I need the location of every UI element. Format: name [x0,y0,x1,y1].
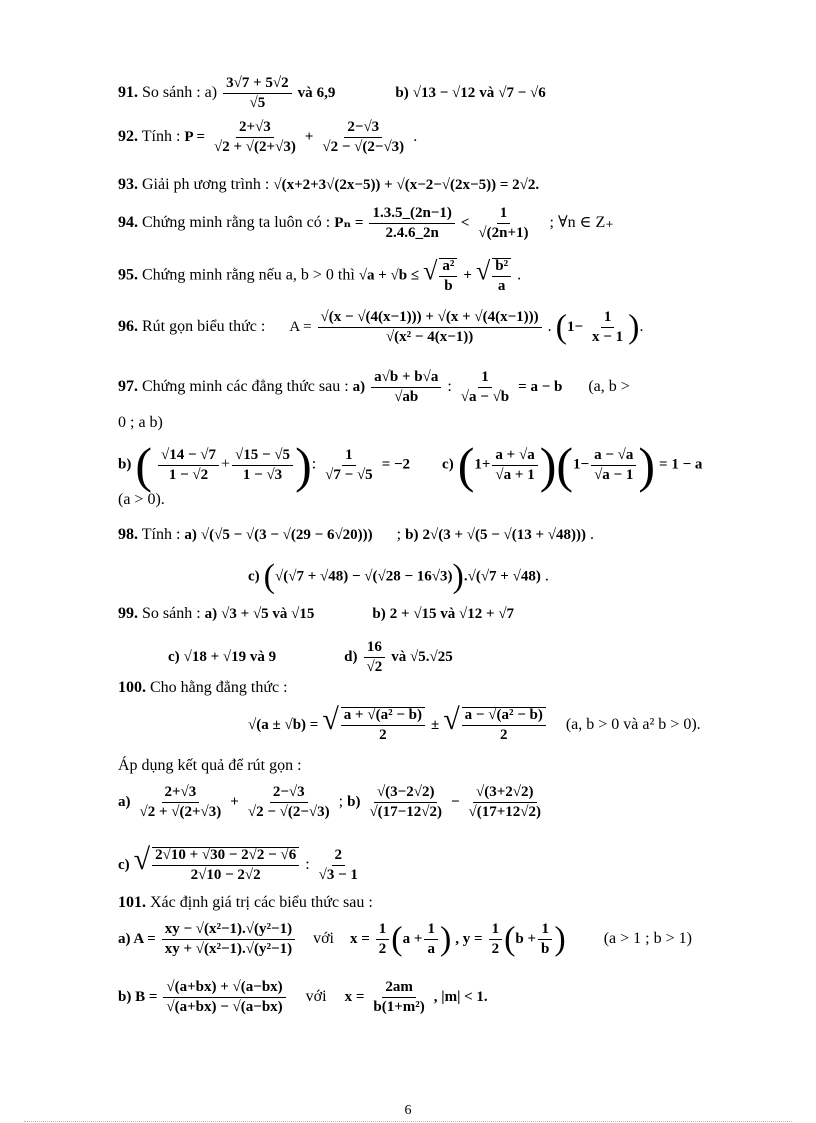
numerator: 16 [364,640,385,658]
part-label: a) [204,84,218,102]
condition: (a, b > 0 và a² b > 0). [565,716,701,733]
denominator: √a − 1 [594,466,634,483]
problem-101-a: a) A = $\frac{\text{xy − √(x²−1).√(y²−1)}}{\text{xy + √(x²−1).√(y²−1)}}$ với x = $\frac{1}{2}$ (a + $\frac{1}{a}$ ) , y = $\frac{1}{2}$ (b + $\frac{1}{b}$ ) (a > 1 ; b > 1) [118,920,692,958]
operator: : [447,378,452,396]
fraction [369,206,454,241]
numerator: a − √a [591,448,636,466]
fraction [163,980,285,1015]
math-expression: , y = [455,931,483,948]
condition: 0 ; a b) [118,414,163,431]
problem-97-bc: b) ( $\frac{√14 - √7}{1 - √2}$ + $\frac{√15 - √5}{1 - √3}$ ): $\frac{1}{√7 - √5}$ = −2 c) (1+ $\frac{a + √a}{√a + 1}$ )(1− $\frac{a - √a}{√a - 1}$ ) = 1 − a [118,437,703,493]
math-expression: = −2 [381,456,411,473]
problem-94 [118,206,614,241]
fraction [489,922,503,957]
fraction [322,448,376,483]
fraction [538,922,552,957]
problem-100-ab [118,785,546,820]
problem-97-cont [118,415,163,431]
problem-number: 91. [118,84,138,102]
fraction [316,848,361,883]
denominator: x − 1 [592,329,624,345]
numerator: 2am [382,980,416,998]
part-label: b) [405,527,419,543]
numerator: 2+√3 [236,120,274,138]
denominator: √ab [394,389,419,405]
problem-99-cd [168,640,453,675]
condition: (a > 1 ; b > 1) [603,930,692,948]
fraction [223,76,292,111]
part-label: b) [395,85,409,102]
math-expression: P = [184,129,206,146]
math-expression: = a − b [518,379,563,396]
part-label: a) [352,379,366,396]
part-label: b) B = [118,989,158,1006]
punctuation: . [517,266,522,284]
math-expression: √18 + √19 và 9 [183,649,277,666]
problem-text: Tính : [141,128,181,146]
numerator: √15 − √5 [232,448,293,466]
problem-92 [118,120,417,155]
fraction [319,120,407,155]
operator: < [460,215,470,232]
instruction: Áp dụng kết quả để rút gọn : [118,757,302,774]
denominator: b [541,941,550,957]
part-label: a) [184,527,197,543]
operator: + [230,794,239,811]
numerator: 2−√3 [344,120,382,138]
denominator: √5 [249,95,266,111]
numerator: 1 [497,206,511,224]
problem-text: Cho hằng đẳng thức : [150,679,288,696]
problem-98c: c) (√(√7 + √48) − √(√28 − 16√3)).√(√7 + √48) . [248,558,549,595]
denominator: a [427,941,435,957]
part-label: c) [118,857,130,873]
fraction [462,707,546,743]
denominator: √a + 1 [495,466,535,483]
conjunction: và [297,85,313,102]
numerator: √(a+bx) + √(a−bx) [163,980,285,998]
conjunction: với [313,930,334,948]
separator: ; [338,793,344,811]
fraction [341,707,425,743]
problem-98 [118,527,594,543]
fraction [458,370,512,405]
denominator: xy + √(x²−1).√(y²−1) [164,941,293,957]
problem-97-cond [118,492,165,508]
fraction [492,448,537,483]
denominator: √2 + √(2+√3) [214,139,296,155]
part-label: a) [204,606,218,622]
numerator: 2 [332,848,346,866]
operator: : [305,856,310,873]
problem-text: Giải ph ương trình : [142,176,270,193]
fraction [424,922,438,957]
part-label: a) [118,794,131,811]
footer-divider [24,1121,792,1122]
numerator: 1 [342,448,356,466]
problem-number: 95. [118,266,138,284]
numerator: 2√10 + √30 − 2√2 − √6 [152,848,299,866]
condition: (a > 0). [118,491,165,508]
problem-text: Chứng minh rằng nếu a, b > 0 thì [142,266,355,284]
numerator: a√b + b√a [371,370,441,388]
numerator: a² [439,259,457,277]
fraction [211,120,299,155]
math-expression: √(√7 + √48) − √(√28 − 16√3) [274,568,453,585]
condition: (a, b > [588,378,630,396]
value: 6,9 [316,85,336,102]
problem-number: 99. [118,605,138,622]
denominator: √(a+bx) − √(a−bx) [166,999,283,1015]
condition: ; ∀n ∈ Z₊ [549,214,614,232]
math-expression: = 1 − a [659,456,703,473]
math-expression: √(√5 − √(3 − √(29 − 6√20))) [200,527,373,543]
part-label: a) A = [118,931,156,948]
numerator: xy − √(x²−1).√(y²−1) [162,922,295,940]
math-expression: và √5.√25 [391,649,453,666]
fraction [137,785,225,820]
numerator: b² [492,259,511,277]
math-expression: 2 + √15 và √12 + √7 [389,606,515,622]
conjunction: với [305,988,327,1006]
math-expression: 2√(3 + √(5 − √(13 + √48))) [422,527,587,543]
denominator: √2 + √(2+√3) [139,804,222,820]
problem-text: Rút gọn biểu thức : [142,318,266,336]
denominator: √2 − √(2−√3) [247,804,330,820]
denominator: √a − √b [460,389,510,405]
math-expression: √(x+2+3√(2x−5)) + √(x−2−√(2x−5)) = 2√2. [273,177,540,193]
problem-91 [118,76,546,111]
problem-number: 97. [118,378,138,396]
numerator: 1 [376,922,390,940]
operator: . [547,318,552,336]
fraction [371,370,441,405]
problem-number: 92. [118,128,138,146]
problem-number: 96. [118,318,138,336]
math-expression: 1− [566,319,584,336]
punctuation: . [590,526,595,543]
problem-100 [118,680,288,696]
operator: + [304,129,314,146]
math-expression: x = [344,989,365,1006]
fraction [366,785,445,820]
denominator: a [497,278,506,294]
denominator: √3 − 1 [318,866,358,883]
math-expression: √13 − √12 [412,85,476,102]
problem-text: Chứng minh rằng ta luôn có : [142,214,331,232]
math-expression: a + [402,931,423,948]
denominator: √2 − √(2−√3) [322,139,405,155]
separator: ; [396,526,402,543]
math-expression: √3 + √5 và √15 [221,606,315,622]
part-label: b) [118,456,132,473]
numerator: √(3+2√2) [473,785,537,803]
problem-101-b [118,980,488,1015]
denominator: 2√10 − 2√2 [190,867,261,884]
numerator: √(3−2√2) [374,785,438,803]
numerator: a + √a [492,448,537,466]
numerator: 1 [538,922,552,940]
fraction [232,448,293,483]
part-label: c) [168,649,180,666]
fraction [492,258,511,294]
math-expression: x = [349,931,370,948]
denominator: √(17−12√2) [369,804,442,820]
denominator: √(x² − 4(x−1)) [385,329,474,345]
part-label: d) [344,649,358,666]
denominator: √7 − √5 [325,466,373,483]
math-expression: √7 − √6 [498,85,546,102]
denominator: b [444,278,453,294]
fraction [591,448,636,483]
numerator: √(x − √(4(x−1))) + √(x + √(4(x−1))) [318,310,542,328]
numerator: 2−√3 [270,785,308,803]
fraction [439,258,457,294]
numerator: 3√7 + 5√2 [223,76,292,94]
fraction [245,785,333,820]
numerator: a + √(a² − b) [341,708,425,726]
denominator: √(17+12√2) [468,804,542,820]
numerator: √14 − √7 [158,448,219,466]
math-expression: b + [515,931,537,948]
problem-100-c: c) √ $\frac{2√10 + √30 - 2√2 - √6}{2√10 - 2√2}$ : $\frac{2}{√3 - 1}$ [118,845,363,883]
part-label: c) [442,456,454,473]
punctuation: . [639,318,644,336]
math-expression: √(√7 + √48) [467,568,541,585]
numerator: 1 [489,922,503,940]
condition: , |m| < 1. [433,989,488,1006]
problem-number: 93. [118,176,138,193]
denominator: 2.4.6_2n [385,225,439,241]
problem-number: 100. [118,679,146,696]
denominator: 2 [491,941,500,957]
fraction [370,980,427,1015]
numerator: 1 [478,370,492,388]
numerator: a − √(a² − b) [462,708,546,726]
denominator: 2 [378,941,387,957]
problem-text: So sánh : [142,605,201,622]
operator: ± [430,717,440,733]
operator: + [463,267,472,284]
problem-99 [118,606,514,622]
problem-101 [118,895,373,911]
fraction [589,310,626,345]
denominator: √(2n+1) [478,225,529,241]
denominator: 2 [379,727,387,744]
fraction [475,206,531,241]
apply-text [118,758,302,774]
math-expression: √(a ± √b) = [248,717,319,733]
problem-text: Tính : [141,526,181,543]
problem-text: Xác định giá trị các biểu thức sau : [150,894,373,911]
fraction [466,785,545,820]
numerator: 2+√3 [162,785,200,803]
problem-text: Chứng minh các đẳng thức sau : [142,378,349,396]
denominator: 1 − √2 [168,466,209,483]
identity: √(a ± √b) = √ $\frac{\text{a + √(a² − b)}}{2}$ ± √ $\frac{\text{a − √(a² − b)}}{2}$ (a, b > 0 và a² b > 0). [248,703,701,744]
problem-number: 94. [118,214,138,232]
fraction [364,640,386,675]
problem-number: 101. [118,894,146,911]
punctuation: . [413,128,418,146]
denominator: √2 [366,659,383,675]
problem-number: 98. [118,526,138,543]
numerator: 1 [601,310,615,328]
problem-97 [118,370,630,405]
fraction [318,310,542,345]
fraction [376,922,390,957]
denominator: b(1+m²) [373,999,425,1015]
problem-93 [118,177,539,193]
math-expression: √a + √b ≤ [358,267,420,284]
conjunction: và [479,85,495,102]
operator: − [450,794,460,811]
fraction [152,847,299,883]
problem-96: 96. Rút gọn biểu thức : A = $\frac{√(x - √(4(x-1))) + √(x + √(4(x-1)))}{\text{√(x² − 4(x−1))}}$ . (1− $\frac{1}{x - 1}$ ). [118,308,644,346]
numerator: 1.3.5_(2n−1) [369,206,454,224]
denominator: 1 − √3 [242,466,283,483]
numerator: 1 [424,922,438,940]
fraction [158,448,219,483]
problem-text: So sánh : [142,84,201,102]
math-expression: Pₙ = [334,215,364,232]
punctuation: . [544,567,549,585]
problem-95: 95. Chứng minh rằng nếu a, b > 0 thì √a + √b ≤ √ $\frac{\text{a²}}{b}$ + √ $\frac{\text{b²}}{a}$ . [118,256,522,294]
part-label: b) [372,606,386,622]
math-expression: A = [289,319,312,336]
fraction [162,922,295,957]
part-label: b) [347,794,361,811]
page-number: 6 [404,1103,412,1118]
denominator: 2 [500,727,508,744]
part-label: c) [248,568,260,585]
